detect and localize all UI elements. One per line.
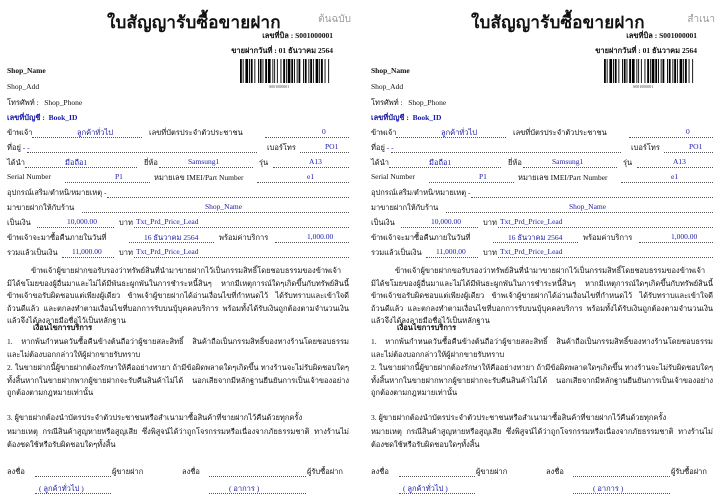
contract-title: ใบสัญญารับซื้อขายฝาก bbox=[107, 13, 281, 32]
terms-paragraph: ข้าพเจ้าผู้ขายฝากขอรับรองว่าทรัพย์สินที่นำมาขายฝากไว้เป็นกรรมสิทธิ์โดยชอบธรรมของข้าพเจ้า มิได้ขโมยของผู้อื่นมาและไม่ได้มีพันธะผูกพันในการชำระหนี้สินๆ หากมีเหตุการณ์ใดๆเกิดขึ้นกับทรัพย์สินนี้ ข้าพเจ้าขอรับผิดชอบแต่เพียงผู้เดียว ข้าพเจ้าผู้ขายฝากได้อ่านเงื่อนไขที่กำหนดไว้ ได้รับทราบและเข้าใจดีถ้วนดีแล้ว และตกลงทำตามเงื่อนไขที่บอกการรับบนบุ้บุคคลบริการ พร้อมทั้งได้รับเงินถูกต้องตามจำนวนเงินแล้วจึงได้ลงลายมือชื่อไว้เป็นหลักฐาน bbox=[7, 266, 349, 325]
shop-phone: โทรศัพท์ : Shop_Phone bbox=[7, 98, 83, 107]
buyer-signature-name: ( อาการ ) bbox=[593, 484, 624, 493]
condition-1: 1. หากพ้นกำหนดวันซื้อคืนข้างต้นถือว่าผู้ขายสละสิทธิ์ สินค้าถือเป็นกรรมสิทธิ์ของทางร้านโดยชอบธรรม และไม่ต้องบอกกล่าวให้ผู้ฝากขายรับทราบ bbox=[371, 337, 713, 359]
serial-row: Serial Number P1 หมายเลข IMEI/Part Number e1 bbox=[371, 172, 679, 182]
barcode-icon bbox=[604, 59, 694, 83]
condition-2: 2. ในขายฝากนี้ผู้ขายฝากต้องรักษาให้คืออย่างทายา ถ้ามีข้อผิดพลาดใดๆเกิดขึ้น ทางร้านจะไม่รับผิดชอบใดๆทั้งสิ้นหากในขายฝากพากผู้ขายฝากจะรับคืนสินค้าไม่ได้ นอกเสียจากมีหลักฐานยืนยันการเป็นเจ้าของอย่างถูกต้องตามกฎหมายเท่านั้น bbox=[7, 363, 349, 397]
terms-paragraph: ข้าพเจ้าผู้ขายฝากขอรับรองว่าทรัพย์สินที่นำมาขายฝากไว้เป็นกรรมสิทธิ์โดยชอบธรรมของข้าพเจ้า มิได้ขโมยของผู้อื่นมาและไม่ได้มีพันธะผูกพันในการชำระหนี้สินๆ หากมีเหตุการณ์ใดๆเกิดขึ้นกับทรัพย์สินนี้ ข้าพเจ้าขอรับผิดชอบแต่เพียงผู้เดียว ข้าพเจ้าผู้ขายฝากได้อ่านเงื่อนไขที่กำหนดไว้ ได้รับทราบและเข้าใจดีถ้วนดีแล้ว และตกลงทำตามเงื่อนไขที่บอกการรับบนบุ้บุคคลบริการ พร้อมทั้งได้รับเงินถูกต้องตามจำนวนเงินแล้วจึงได้ลงลายมือชื่อไว้เป็นหลักฐาน bbox=[371, 266, 713, 325]
doc-number: เลขที่บิล : S001000001 bbox=[626, 31, 697, 40]
seller-row: ข้าพเจ้า ลูกค้าทั่วไป เลขที่บัตรประจำตัวประชาชน 0 bbox=[371, 127, 690, 137]
total-row: รวมแล้วเป็นเงิน 11,000.00 บาท Txt_Prd_Price_Lead bbox=[371, 247, 563, 257]
product-row: ได้นำ มือถือ1 ยี่ห้อ Samsung1 รุ่น A13 bbox=[7, 157, 322, 167]
shop-address: Shop_Add bbox=[371, 82, 404, 91]
address-row: ที่อยู่ - - เบอร์โทร PO1 bbox=[7, 142, 339, 152]
shop-address: Shop_Add bbox=[7, 82, 40, 91]
accessory-row: อุปกรณ์เสริม/ตำหนิ/หมายเหตุ - bbox=[371, 188, 471, 197]
redeem-row: ข้าพเจ้าจะมาซื้อคืนภายในวันที่ 16 ธันวาคม 2564 พร้อมค่าบริการ 1,000.00 bbox=[371, 232, 698, 242]
barcode-number: S001000001 bbox=[269, 84, 290, 89]
barcode-number: S001000001 bbox=[633, 84, 654, 89]
contract-copy bbox=[371, 0, 721, 501]
conditions-title: เงื่อนไขการบริการ bbox=[33, 323, 93, 332]
product-row: ได้นำ มือถือ1 ยี่ห้อ Samsung1 รุ่น A13 bbox=[371, 157, 686, 167]
contract-title: ใบสัญญารับซื้อขายฝาก bbox=[471, 13, 645, 32]
doc-date: ขายฝากวันที่ : 01 ธันวาคม 2564 bbox=[231, 46, 333, 55]
shop-phone: โทรศัพท์ : Shop_Phone bbox=[371, 98, 447, 107]
redeem-row: ข้าพเจ้าจะมาซื้อคืนภายในวันที่ 16 ธันวาคม 2564 พร้อมค่าบริการ 1,000.00 bbox=[7, 232, 334, 242]
barcode-icon bbox=[240, 59, 330, 83]
amount-row: เป็นเงิน 10,000.00 บาท Txt_Prd_Price_Lead bbox=[371, 217, 563, 227]
condition-3: 3. ผู้ขายฝากต้องนำบัตรประจำตัวประชาชนหรือสำเนามาซื้อสินค้าที่ขายฝากไว้คืนด้วยทุกครั้ง bbox=[371, 413, 667, 422]
note: หมายเหตุ กรณีสินค้าสูญหายหรือสูญเสีย ซึ่งพิสูจน์ได้ว่าถูกโจรกรรมหรือเนื่องจากภัยธรรมชาติ ทางร้านไม่ต้องชดใช้หรือรับผิดชอบใดๆทั้งสิ้น bbox=[371, 427, 713, 449]
sellto-row: มาขายฝากให้กับร้าน Shop_Name bbox=[7, 202, 243, 212]
contract-original bbox=[7, 0, 357, 501]
conditions-title: เงื่อนไขการบริการ bbox=[397, 323, 457, 332]
book-id: เลขที่บัญชี : Book_ID bbox=[371, 113, 442, 122]
note: หมายเหตุ กรณีสินค้าสูญหายหรือสูญเสีย ซึ่งพิสูจน์ได้ว่าถูกโจรกรรมหรือเนื่องจากภัยธรรมชาติ ทางร้านไม่ต้องชดใช้หรือรับผิดชอบใดๆทั้งสิ้น bbox=[7, 427, 349, 449]
doc-date: ขายฝากวันที่ : 01 ธันวาคม 2564 bbox=[595, 46, 697, 55]
seller-row: ข้าพเจ้า ลูกค้าทั่วไป เลขที่บัตรประจำตัวประชาชน 0 bbox=[7, 127, 326, 137]
seller-signature-name: ( ลูกค้าทั่วไป ) bbox=[39, 484, 84, 493]
doc-number: เลขที่บิล : S001000001 bbox=[262, 31, 333, 40]
shop-name: Shop_Name bbox=[371, 66, 410, 75]
shop-name: Shop_Name bbox=[7, 66, 46, 75]
total-row: รวมแล้วเป็นเงิน 11,000.00 บาท Txt_Prd_Price_Lead bbox=[7, 247, 199, 257]
copy-label: สำเนา bbox=[687, 14, 715, 25]
seller-signature-name: ( ลูกค้าทั่วไป ) bbox=[403, 484, 448, 493]
address-row: ที่อยู่ - - เบอร์โทร PO1 bbox=[371, 142, 703, 152]
signature-row: ลงชื่อ ผู้ขายฝาก ลงชื่อ ผู้รับซื้อฝาก bbox=[371, 467, 707, 476]
amount-row: เป็นเงิน 10,000.00 บาท Txt_Prd_Price_Lead bbox=[7, 217, 199, 227]
signature-row: ลงชื่อ ผู้ขายฝาก ลงชื่อ ผู้รับซื้อฝาก bbox=[7, 467, 343, 476]
condition-1: 1. หากพ้นกำหนดวันซื้อคืนข้างต้นถือว่าผู้ขายสละสิทธิ์ สินค้าถือเป็นกรรมสิทธิ์ของทางร้านโดยชอบธรรม และไม่ต้องบอกกล่าวให้ผู้ฝากขายรับทราบ bbox=[7, 337, 349, 359]
serial-row: Serial Number P1 หมายเลข IMEI/Part Number e1 bbox=[7, 172, 315, 182]
condition-2: 2. ในขายฝากนี้ผู้ขายฝากต้องรักษาให้คืออย่างทายา ถ้ามีข้อผิดพลาดใดๆเกิดขึ้น ทางร้านจะไม่รับผิดชอบใดๆทั้งสิ้นหากในขายฝากพากผู้ขายฝากจะรับคืนสินค้าไม่ได้ นอกเสียจากมีหลักฐานยืนยันการเป็นเจ้าของอย่างถูกต้องตามกฎหมายเท่านั้น bbox=[371, 363, 713, 397]
sellto-row: มาขายฝากให้กับร้าน Shop_Name bbox=[371, 202, 607, 212]
condition-3: 3. ผู้ขายฝากต้องนำบัตรประจำตัวประชาชนหรือสำเนามาซื้อสินค้าที่ขายฝากไว้คืนด้วยทุกครั้ง bbox=[7, 413, 303, 422]
book-id: เลขที่บัญชี : Book_ID bbox=[7, 113, 78, 122]
copy-label: ต้นฉบับ bbox=[318, 14, 351, 25]
buyer-signature-name: ( อาการ ) bbox=[229, 484, 260, 493]
accessory-row: อุปกรณ์เสริม/ตำหนิ/หมายเหตุ - bbox=[7, 188, 107, 197]
